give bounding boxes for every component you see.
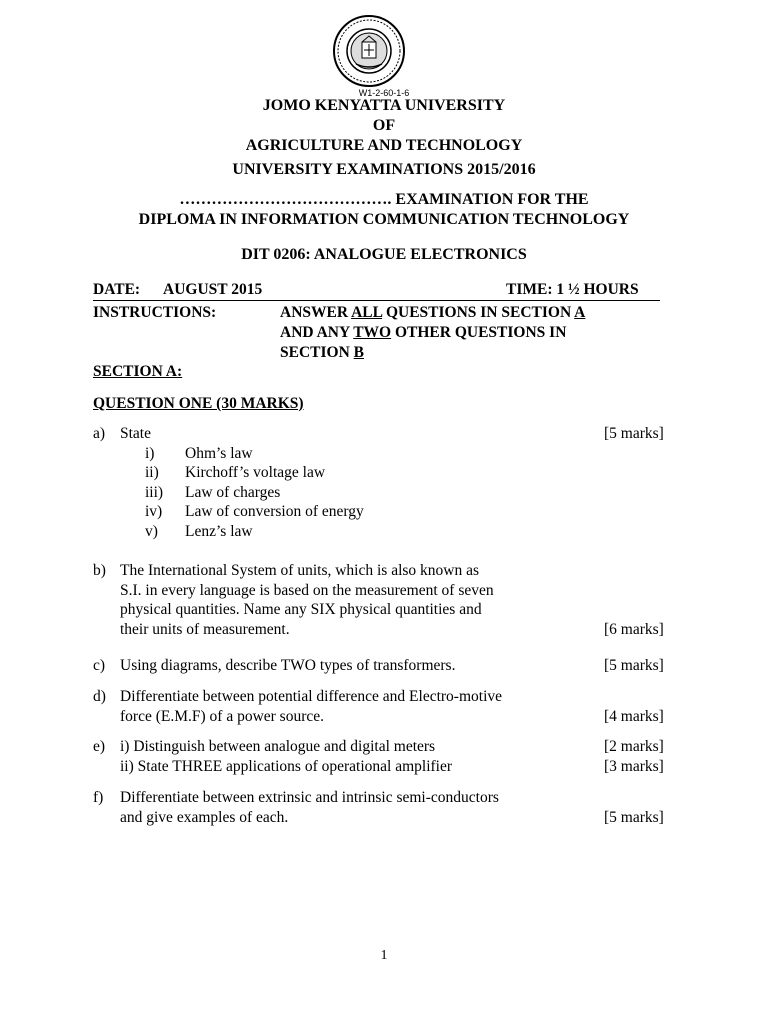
instructions-line-1: ANSWER ALL QUESTIONS IN SECTION A [280, 304, 586, 321]
date-label: DATE: [93, 281, 141, 298]
question-b-marks: [6 marks] [604, 621, 664, 638]
list-item-text: Kirchoff’s voltage law [185, 464, 326, 481]
university-name-2: AGRICULTURE AND TECHNOLOGY [245, 137, 523, 154]
list-item-text: Lenz’s law [185, 523, 253, 540]
question-d-label: d) [93, 688, 106, 705]
list-item-num: i) [145, 445, 155, 462]
question-a-marks: [5 marks] [604, 425, 664, 442]
question-a-label: a) [93, 425, 106, 442]
question-b-line: S.I. in every language is based on the measurement of seven [120, 582, 494, 599]
question-c-text: Using diagrams, describe TWO types of transformers. [120, 657, 456, 674]
question-d-line: force (E.M.F) of a power source. [120, 708, 325, 725]
question-d-marks: [4 marks] [604, 708, 664, 725]
list-item-text: Law of conversion of energy [185, 503, 364, 520]
question-f-line: and give examples of each. [120, 809, 289, 826]
course-title: DIT 0206: ANALOGUE ELECTRONICS [241, 246, 527, 263]
instructions-label: INSTRUCTIONS: [93, 304, 217, 321]
question-e-label: e) [93, 738, 106, 755]
diploma-title: DIPLOMA IN INFORMATION COMMUNICATION TECHNOLOGY [138, 211, 630, 228]
question-e-marks-1: [2 marks] [604, 738, 664, 755]
instructions-line-3: SECTION B [280, 344, 364, 361]
question-e-line-1: i) Distinguish between analogue and digital meters [120, 738, 436, 755]
time-allowed: TIME: 1 ½ HOURS [506, 281, 639, 298]
instructions-line-2: AND ANY TWO OTHER QUESTIONS IN [280, 324, 567, 341]
list-item-num: iii) [145, 484, 164, 501]
question-f-marks: [5 marks] [604, 809, 664, 826]
document-code: W1-2-60-1-6 [358, 88, 410, 98]
question-e-marks-2: [3 marks] [604, 758, 664, 775]
list-item-num: ii) [145, 464, 159, 481]
list-item-text: Ohm’s law [185, 445, 253, 462]
exam-session: UNIVERSITY EXAMINATIONS 2015/2016 [232, 161, 536, 178]
university-name-of: OF [372, 117, 396, 134]
header-divider [93, 300, 660, 301]
question-b-line: The International System of units, which is also known as [120, 562, 480, 579]
question-d-line: Differentiate between potential difference and Electro-motive [120, 688, 503, 705]
list-item-text: Law of charges [185, 484, 281, 501]
question-f-label: f) [93, 789, 104, 806]
page-number: 1 [380, 948, 388, 963]
question-b-line: their units of measurement. [120, 621, 290, 638]
university-name: JOMO KENYATTA UNIVERSITY [262, 97, 506, 114]
question-c-marks: [5 marks] [604, 657, 664, 674]
list-item-num: v) [145, 523, 158, 540]
university-seal-logo [332, 14, 406, 88]
list-item-num: iv) [145, 503, 163, 520]
question-f-line: Differentiate between extrinsic and intrinsic semi-conductors [120, 789, 499, 806]
question-b-line: physical quantities. Name any SIX physical quantities and [120, 601, 482, 618]
question-a-text: State [120, 425, 151, 442]
question-c-label: c) [93, 657, 106, 674]
exam-type-line: …………………………………. EXAMINATION FOR THE [179, 191, 589, 208]
section-heading: SECTION A: [93, 363, 183, 380]
question-one-title: QUESTION ONE (30 MARKS) [93, 395, 304, 412]
question-b-label: b) [93, 562, 106, 579]
date-value: AUGUST 2015 [163, 281, 263, 298]
question-e-line-2: ii) State THREE applications of operational amplifier [120, 758, 453, 775]
